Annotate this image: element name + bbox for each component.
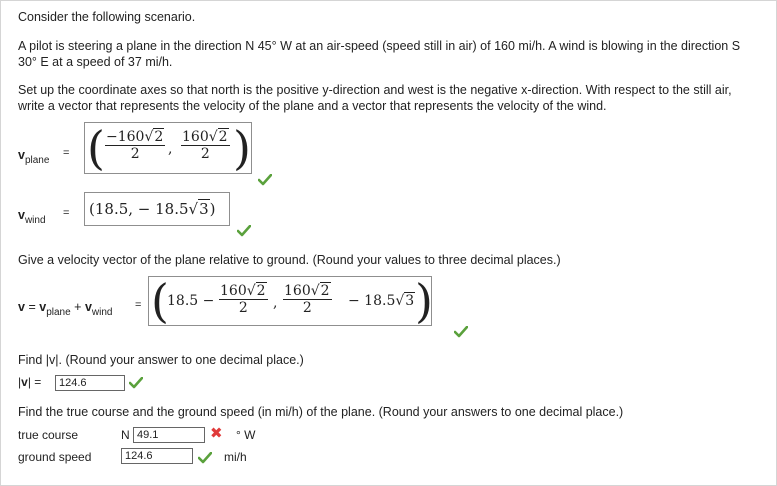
check-icon <box>258 174 272 186</box>
ground-speed-label: ground speed <box>18 450 92 464</box>
incorrect-x-icon: ✖ <box>210 425 223 442</box>
vwind-answer-box[interactable] <box>84 192 230 226</box>
check-icon <box>237 225 251 237</box>
vsum-y-suffix: − 18.5√3 <box>348 293 415 309</box>
right-paren: ) <box>415 274 433 328</box>
vwind-label: $v_{wind}$ <box>18 208 46 226</box>
scenario-text: A pilot is steering a plane in the direction N 45° W at an air-speed (speed still in air) of 160 mi/h. A wind is blowing in the direction S 30° E at a speed of 37 mi/h. <box>18 39 741 69</box>
vsum-y-fraction: 160√2 2 <box>284 283 330 316</box>
left-paren: ( <box>151 274 169 328</box>
vsum-x-fraction: 160√2 2 <box>220 283 266 316</box>
vsum-label: $v = v_{plane} + v_{wind}$ <box>18 300 113 318</box>
vplane-answer-box[interactable] <box>84 122 252 174</box>
vplane-x-fraction: −160√2 2 <box>106 129 164 162</box>
question-ground-vector: Give a velocity vector of the plane relative to ground. (Round your values to three decimal places.) <box>18 253 561 267</box>
vsum-comma: , <box>273 295 278 311</box>
vplane-comma: , <box>168 141 173 157</box>
vwind-equals: = <box>63 207 70 219</box>
check-icon <box>129 377 143 389</box>
true-course-suffix: ° W <box>236 428 256 442</box>
ground-speed-unit: mi/h <box>224 450 247 464</box>
setup-text: Set up the coordinate axes so that north is the positive y-direction and west is the negative x-direction. With respect to the still air, write a vector that represents the velocity of the plane and a vector that represents the velocity of the wind. <box>18 83 732 113</box>
vwind-expression: (18.5, − 18.5√3) <box>89 200 216 218</box>
check-icon <box>198 452 212 464</box>
vplane-y-fraction: 160√2 2 <box>182 129 228 162</box>
true-course-label: true course <box>18 428 79 442</box>
magnitude-label: |v| = <box>18 375 42 389</box>
ground-speed-input[interactable]: 124.6 <box>121 448 193 464</box>
true-course-prefix: N <box>121 428 130 442</box>
intro-text: Consider the following scenario. <box>18 10 196 24</box>
vplane-label: $v_{plane}$ <box>18 148 50 166</box>
magnitude-input[interactable]: 124.6 <box>55 375 125 391</box>
true-course-input[interactable]: 49.1 <box>133 427 205 443</box>
left-paren: ( <box>87 121 105 175</box>
right-paren: ) <box>233 121 251 175</box>
vsum-answer-box[interactable] <box>148 276 432 326</box>
question-magnitude: Find |v|. (Round your answer to one decimal place.) <box>18 353 304 367</box>
vsum-equals: = <box>135 299 142 311</box>
question-course-speed: Find the true course and the ground speed (in mi/h) of the plane. (Round your answers to one decimal place.) <box>18 405 624 419</box>
vsum-x-prefix: 18.5 − <box>167 293 215 309</box>
check-icon <box>454 326 468 338</box>
vplane-equals: = <box>63 147 70 159</box>
